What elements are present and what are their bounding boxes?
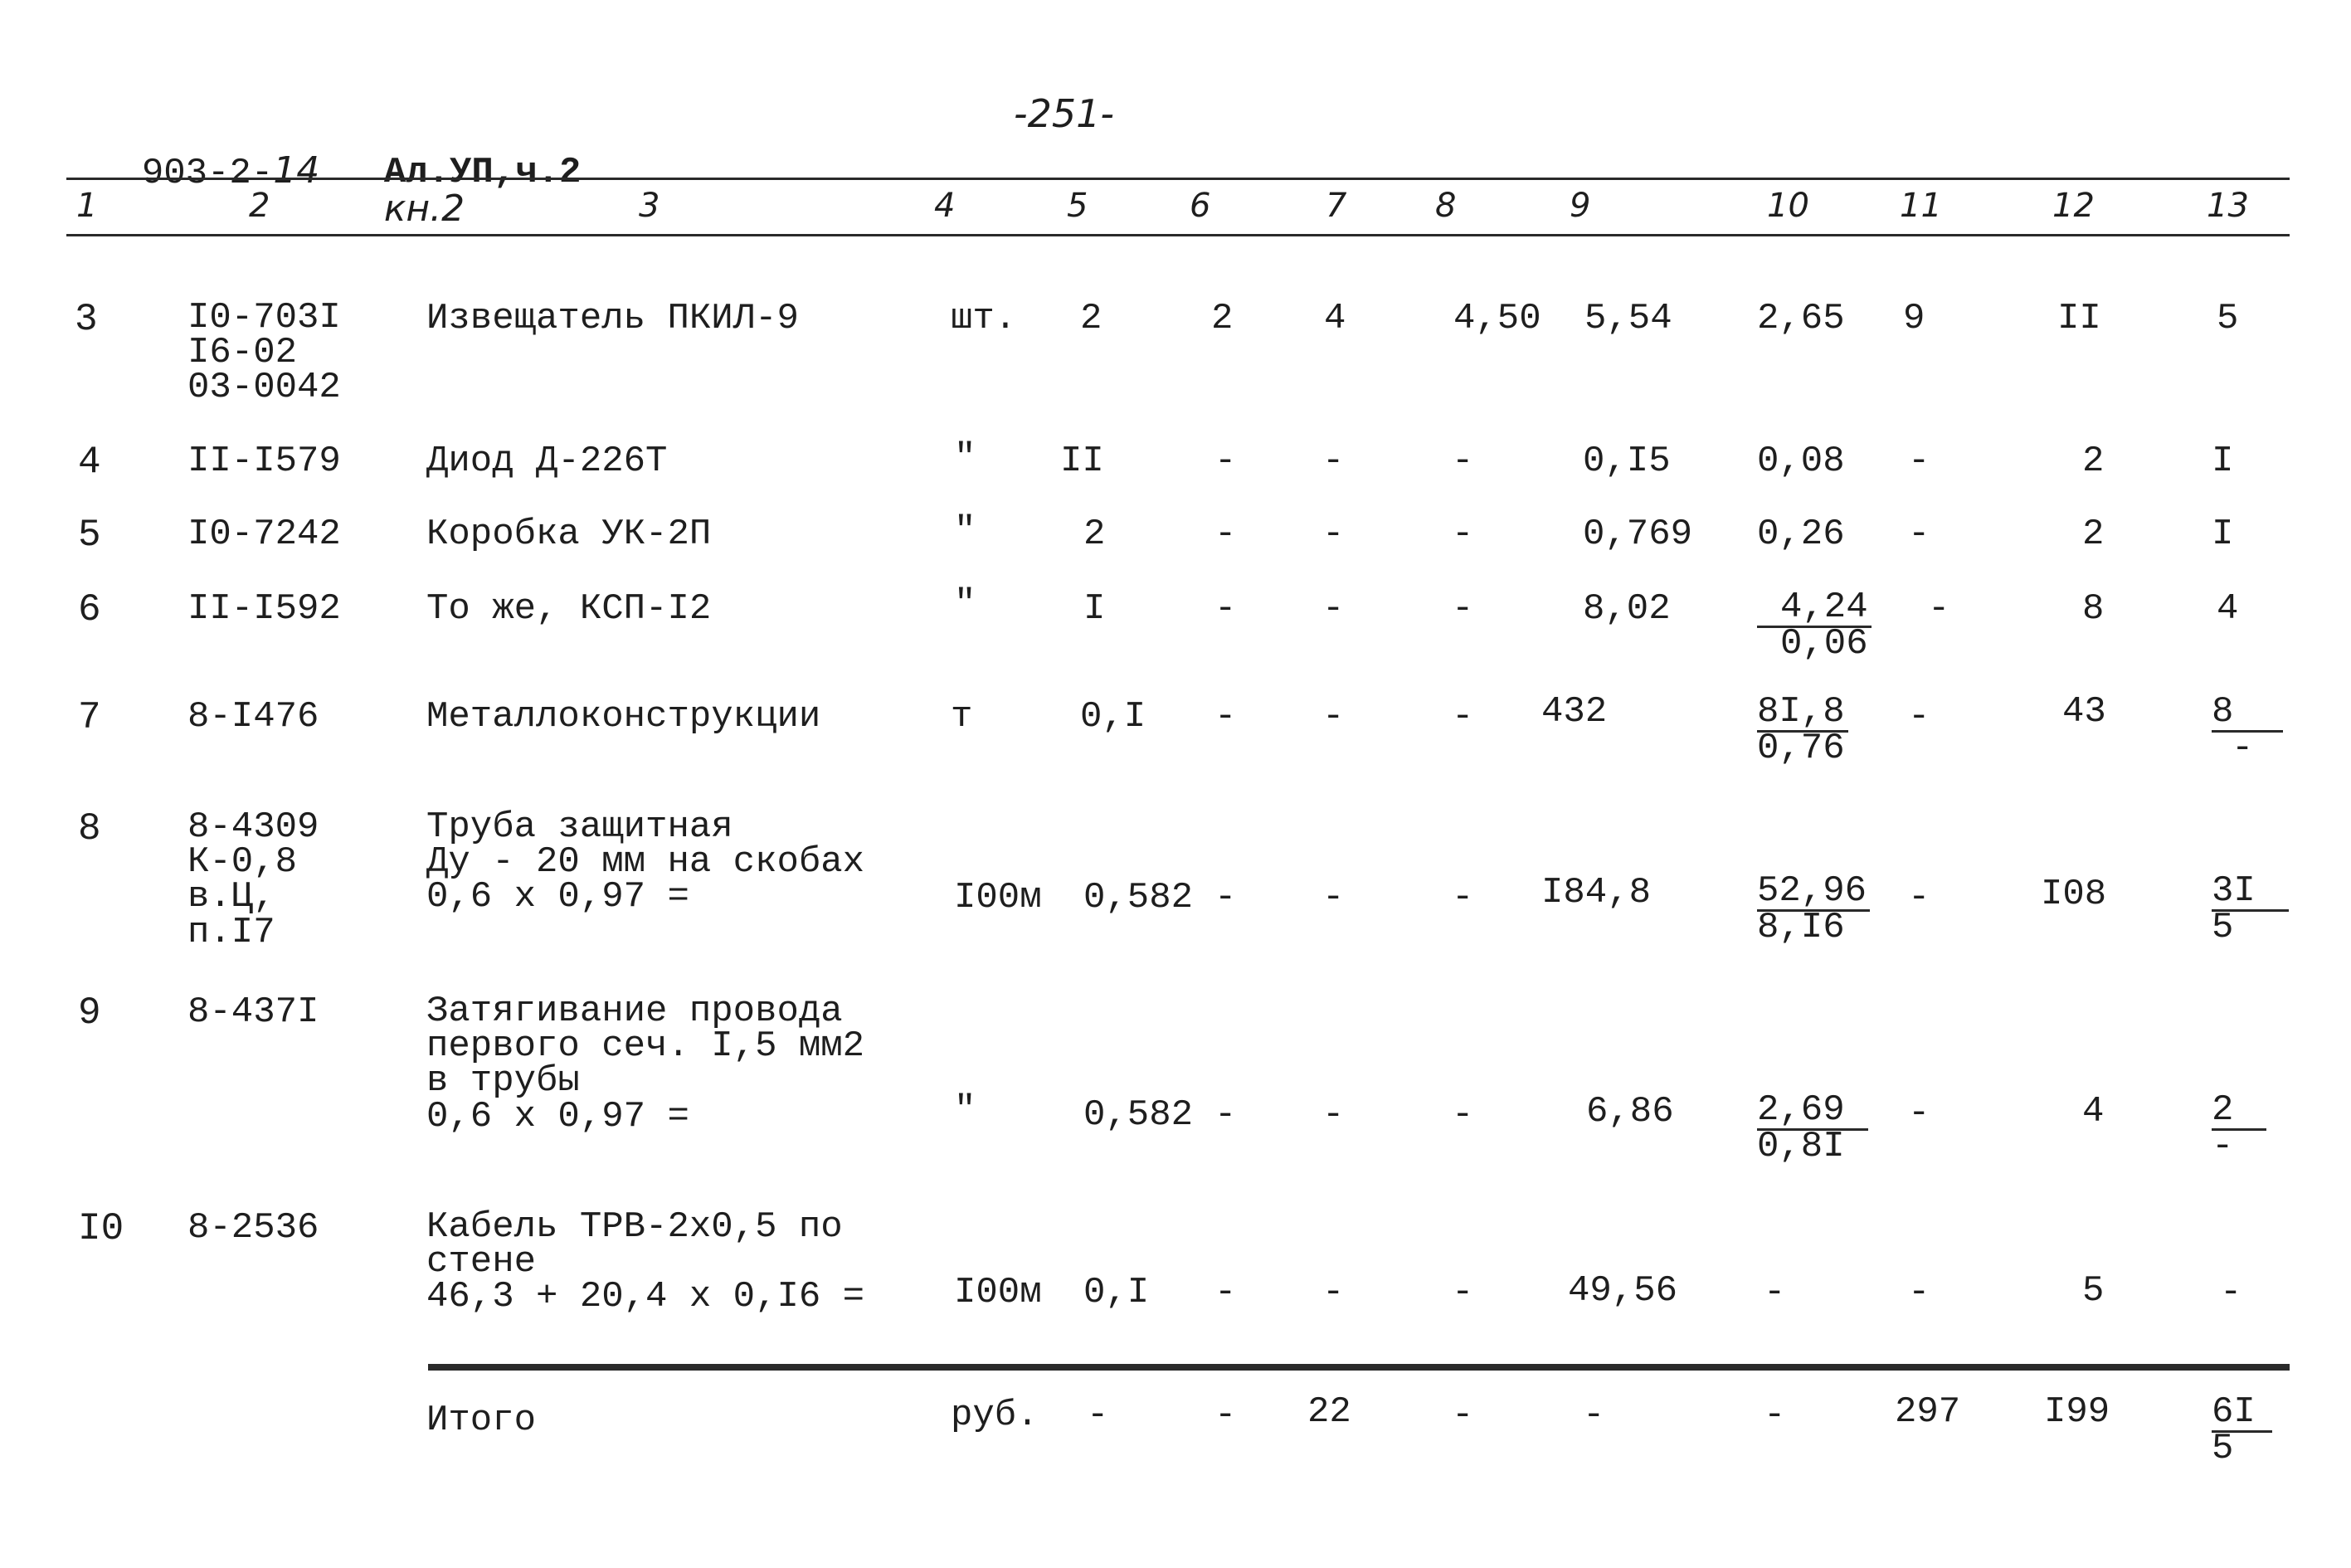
total-c13-fraction xyxy=(2212,1391,2272,1469)
column-number-8: 8 xyxy=(1435,187,1457,225)
page-number: -251- xyxy=(1014,91,1114,136)
row-7-name: Металлоконструкции xyxy=(426,696,821,738)
row-5-c7: - xyxy=(1322,514,1345,555)
row-10-c10: - xyxy=(1764,1272,1786,1313)
total-c6: - xyxy=(1214,1395,1237,1436)
row-8-c13-bottom: 5 xyxy=(2212,907,2234,948)
row-7-c9: 432 xyxy=(1541,691,1608,733)
row-9-no: 9 xyxy=(78,991,101,1035)
row-9-c13-fraction xyxy=(2212,1089,2266,1167)
row-6-unit: " xyxy=(954,583,976,625)
row-3-c11: 9 xyxy=(1903,298,1925,339)
row-5-c6: - xyxy=(1214,514,1237,555)
row-10-c6: - xyxy=(1214,1272,1237,1313)
row-4-c7: - xyxy=(1322,441,1345,482)
row-9-c12: 4 xyxy=(2082,1091,2105,1132)
column-number-2: 2 xyxy=(249,187,270,225)
row-9-c10-fraction xyxy=(1757,1089,1868,1167)
row-7-c6: - xyxy=(1214,696,1237,738)
album-print: Ал.УП,ч.2 xyxy=(383,152,582,193)
row-10-qty: 0,I xyxy=(1083,1272,1150,1313)
total-label: Итого xyxy=(426,1400,537,1441)
column-number-1: 1 xyxy=(76,187,98,225)
row-4-unit: " xyxy=(954,437,976,479)
row-7-c13-bottom: - xyxy=(2232,728,2254,769)
total-c13-top: 6I xyxy=(2212,1394,2272,1433)
row-7-code: 8-I476 xyxy=(187,696,319,738)
row-4-c13: I xyxy=(2212,441,2234,482)
column-number-11: 11 xyxy=(1900,187,1942,225)
row-4-code: II-I579 xyxy=(187,441,341,482)
total-c10: - xyxy=(1764,1395,1786,1436)
row-9-c10-top: 2,69 xyxy=(1757,1092,1868,1131)
row-6-c9: 8,02 xyxy=(1583,588,1671,630)
total-c7: 22 xyxy=(1307,1391,1351,1433)
row-6-c10-fraction xyxy=(1757,587,1872,665)
row-6-c10-bottom: 0,06 xyxy=(1780,623,1868,665)
album-reference xyxy=(340,118,581,230)
row-7-c10-fraction xyxy=(1757,691,1848,769)
row-9-c8: - xyxy=(1452,1094,1474,1136)
row-5-c9: 0,769 xyxy=(1583,514,1693,555)
header-top-rule xyxy=(66,178,2290,180)
row-4-qty: II xyxy=(1060,441,1104,482)
column-number-10: 10 xyxy=(1767,187,1809,225)
row-5-c11: - xyxy=(1908,514,1930,555)
row-4-c10: 0,08 xyxy=(1757,441,1845,482)
total-c11: 297 xyxy=(1895,1391,1961,1433)
row-6-c7: - xyxy=(1322,588,1345,630)
row-7-no: 7 xyxy=(78,696,101,739)
row-9-c7: - xyxy=(1322,1094,1345,1136)
row-7-c10-top: 8I,8 xyxy=(1757,694,1848,733)
row-3-name: Извещатель ПКИЛ-9 xyxy=(426,298,799,339)
row-9-c11: - xyxy=(1908,1093,1930,1134)
row-5-unit: " xyxy=(954,510,976,552)
total-c9: - xyxy=(1583,1395,1605,1436)
column-number-4: 4 xyxy=(934,187,956,225)
row-8-c11: - xyxy=(1908,877,1930,918)
row-5-c8: - xyxy=(1452,514,1474,555)
header-bottom-rule xyxy=(66,234,2290,236)
row-9-qty: 0,582 xyxy=(1083,1094,1194,1136)
row-6-c6: - xyxy=(1214,588,1237,630)
row-9-c13-bottom: - xyxy=(2212,1126,2234,1167)
row-3-c10: 2,65 xyxy=(1757,298,1845,339)
row-6-c12: 8 xyxy=(2082,588,2105,630)
row-5-c10: 0,26 xyxy=(1757,514,1845,555)
doc-code-hand: 14 xyxy=(273,149,320,192)
row-5-name: Коробка УК-2П xyxy=(426,514,712,555)
row-10-c8: - xyxy=(1452,1272,1474,1313)
row-10-name: Кабель ТРВ-2х0,5 по стене 46,3 + 20,4 х 0,I6 = xyxy=(426,1206,865,1318)
row-7-unit: т xyxy=(951,696,973,738)
row-8-c13-top: 3I xyxy=(2212,873,2289,912)
row-6-c11: - xyxy=(1928,588,1950,630)
row-10-c9: 49,56 xyxy=(1568,1270,1678,1312)
total-rule xyxy=(428,1364,2290,1371)
column-number-9: 9 xyxy=(1570,187,1591,225)
row-6-qty: I xyxy=(1083,588,1106,630)
row-5-c12: 2 xyxy=(2082,514,2105,555)
row-5-no: 5 xyxy=(78,514,101,557)
row-3-code: I0-703I I6-02 03-0042 xyxy=(187,297,341,409)
total-qty: - xyxy=(1087,1395,1109,1436)
total-c8: - xyxy=(1452,1395,1474,1436)
row-9-c10-bottom: 0,8I xyxy=(1757,1126,1845,1167)
row-10-code: 8-2536 xyxy=(187,1207,319,1249)
row-6-no: 6 xyxy=(78,588,101,631)
column-number-3: 3 xyxy=(639,187,660,225)
column-number-6: 6 xyxy=(1190,187,1211,225)
row-8-c8: - xyxy=(1452,877,1474,918)
album-hand: кн.2 xyxy=(383,187,465,230)
column-number-7: 7 xyxy=(1326,187,1347,225)
row-7-c11: - xyxy=(1908,696,1930,738)
row-10-unit: I00м xyxy=(954,1272,1042,1313)
row-3-unit: шт. xyxy=(951,298,1017,339)
row-7-c8: - xyxy=(1452,696,1474,738)
total-c13-bottom: 5 xyxy=(2212,1428,2234,1469)
row-4-c9: 0,I5 xyxy=(1583,441,1671,482)
row-8-c10-top: 52,96 xyxy=(1757,873,1870,912)
row-7-qty: 0,I xyxy=(1080,696,1146,738)
row-8-unit: I00м xyxy=(954,877,1042,918)
row-8-c10-fraction xyxy=(1757,870,1870,948)
row-8-c13-fraction xyxy=(2212,870,2289,948)
row-8-c6: - xyxy=(1214,877,1237,918)
row-8-name: Труба защитная Ду - 20 мм на скобах 0,6 х 0,97 = xyxy=(426,806,865,918)
row-3-c13: 5 xyxy=(2217,298,2239,339)
row-4-c6: - xyxy=(1214,441,1237,482)
row-6-c13: 4 xyxy=(2217,588,2239,630)
row-8-no: 8 xyxy=(78,807,101,850)
row-8-c12: I08 xyxy=(2041,874,2107,915)
column-number-5: 5 xyxy=(1067,187,1088,225)
row-4-c11: - xyxy=(1908,441,1930,482)
doc-code xyxy=(98,116,319,192)
row-10-c11: - xyxy=(1908,1272,1930,1313)
row-9-c9: 6,86 xyxy=(1586,1091,1674,1132)
row-9-unit: " xyxy=(954,1089,976,1131)
row-3-qty: 2 xyxy=(1080,298,1102,339)
row-3-c7: 4 xyxy=(1324,298,1346,339)
row-7-c7: - xyxy=(1322,696,1345,738)
row-9-name: Затягивание провода первого сеч. I,5 мм2 в трубы 0,6 х 0,97 = xyxy=(426,991,865,1137)
doc-code-print: 903-2- xyxy=(141,153,274,194)
row-5-qty: 2 xyxy=(1083,514,1106,555)
row-3-c6: 2 xyxy=(1211,298,1234,339)
row-8-c7: - xyxy=(1322,877,1345,918)
row-8-c10-bottom: 8,I6 xyxy=(1757,907,1845,948)
row-6-code: II-I592 xyxy=(187,588,341,630)
row-6-name: То же, КСП-I2 xyxy=(426,588,712,630)
row-3-no: 3 xyxy=(75,298,98,341)
row-10-c13: - xyxy=(2220,1272,2242,1313)
row-10-c12: 5 xyxy=(2082,1270,2105,1312)
row-7-c13-top: 8 xyxy=(2212,694,2283,733)
row-3-c12: II xyxy=(2057,298,2101,339)
row-4-c12: 2 xyxy=(2082,441,2105,482)
row-8-code: 8-4309 К-0,8 в.Ц, п.I7 xyxy=(187,806,319,953)
row-10-c7: - xyxy=(1322,1272,1345,1313)
row-7-c12: 43 xyxy=(2062,691,2106,733)
row-6-c8: - xyxy=(1452,588,1474,630)
row-4-no: 4 xyxy=(78,441,101,484)
row-7-c13-fraction xyxy=(2212,691,2283,769)
row-4-c8: - xyxy=(1452,441,1474,482)
row-10-no: I0 xyxy=(78,1207,124,1250)
column-number-13: 13 xyxy=(2207,187,2249,225)
total-unit: руб. xyxy=(951,1395,1039,1436)
row-9-code: 8-437I xyxy=(187,991,319,1033)
row-8-qty: 0,582 xyxy=(1083,877,1194,918)
row-3-c9: 5,54 xyxy=(1584,298,1672,339)
row-8-c9: I84,8 xyxy=(1541,872,1652,913)
row-4-name: Диод Д-226Т xyxy=(426,441,668,482)
total-c12: I99 xyxy=(2044,1391,2110,1433)
row-5-code: I0-7242 xyxy=(187,514,341,555)
row-3-c8: 4,50 xyxy=(1453,298,1541,339)
row-6-c10-top: 4,24 xyxy=(1757,589,1872,628)
row-7-c10-bottom: 0,76 xyxy=(1757,728,1845,769)
column-number-12: 12 xyxy=(2052,187,2095,225)
row-9-c6: - xyxy=(1214,1094,1237,1136)
row-5-c13: I xyxy=(2212,514,2234,555)
row-9-c13-top: 2 xyxy=(2212,1092,2266,1131)
